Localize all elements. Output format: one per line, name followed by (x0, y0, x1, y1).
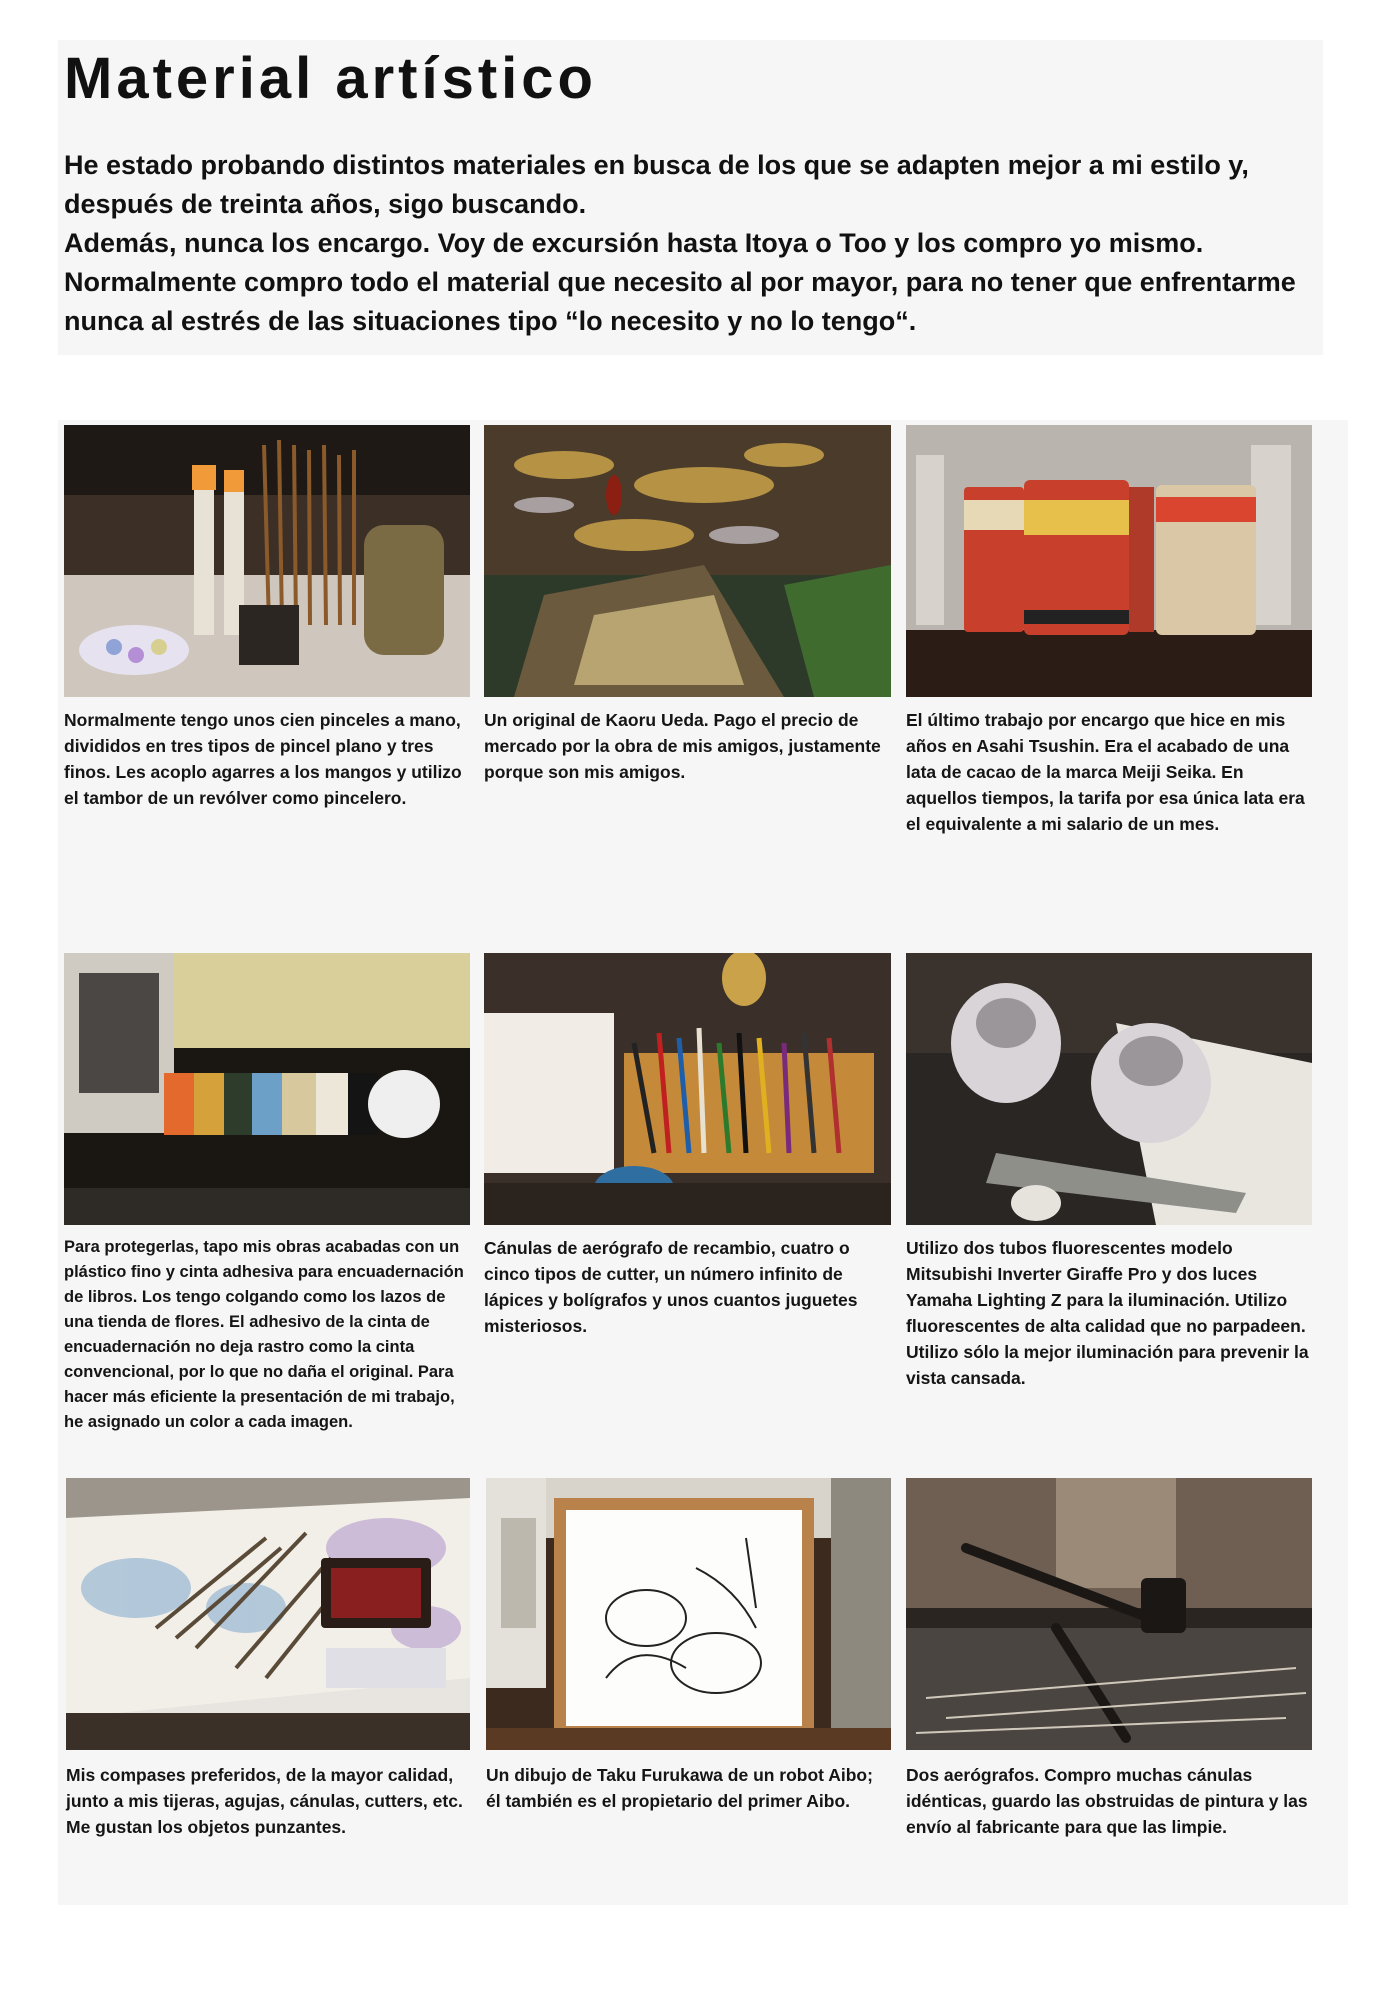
photo-airbrushes (906, 1478, 1312, 1750)
photo-caption: Cánulas de aerógrafo de recambio, cuatro o cinco tipos de cutter, un número infinito de lápices y bolígrafos y unos cuantos juguetes misteriosos. (484, 1238, 858, 1336)
intro-paragraph: He estado probando distintos materiales en busca de los que se adapten mejor a mi estilo y, después de treinta años, sigo buscando. (64, 150, 1249, 219)
intro-text (64, 146, 1314, 341)
photo-kaoru-ueda-original (484, 425, 891, 697)
page-title: Material artístico (64, 46, 597, 111)
photo-caption: Mis compases preferidos, de la mayor calidad, junto a mis tijeras, agujas, cánulas, cutters, etc. Me gustan los objetos punzantes. (66, 1765, 463, 1837)
photo-aibo-drawing (486, 1478, 891, 1750)
photo-caption: El último trabajo por encargo que hice en mis años en Asahi Tsushin. Era el acabado de una lata de cacao de la marca Meiji Seika. En aquellos tiempos, la tarifa por esa única lata era el equivalente a mi salario de un mes. (906, 710, 1305, 834)
photo-caption: Dos aerógrafos. Compro muchas cánulas idénticas, guardo las obstruidas de pintura y las envío al fabricante para que las limpie. (906, 1765, 1308, 1837)
photo-cocoa-cans (906, 425, 1312, 697)
photo-caption: Utilizo dos tubos fluorescentes modelo Mitsubishi Inverter Giraffe Pro y dos luces Yamaha Lighting Z para la iluminación. Utilizo fluorescentes de alta calidad que no parpadeen. Utilizo sólo la mejor iluminación para prevenir la vista cansada. (906, 1238, 1309, 1388)
photo-tape-rolls (64, 953, 470, 1225)
photo-caption: Un original de Kaoru Ueda. Pago el precio de mercado por la obra de mis amigos, justamente porque son mis amigos. (484, 710, 881, 782)
photo-lamps (906, 953, 1312, 1225)
photo-caption: Normalmente tengo unos cien pinceles a mano, divididos en tres tipos de pincel plano y tres finos. Les acoplo agarres a los mangos y utilizo el tambor de un revólver como pincelero. (64, 710, 462, 808)
photo-brushes (64, 425, 470, 697)
photo-caption: Un dibujo de Taku Furukawa de un robot Aibo; él también es el propietario del primer Aibo. (486, 1765, 873, 1811)
photo-pens-and-cutters (484, 953, 891, 1225)
photo-compasses (66, 1478, 470, 1750)
photo-caption: Para protegerlas, tapo mis obras acabadas con un plástico fino y cinta adhesiva para encuadernación de libros. Los tengo colgando como los lazos de una tienda de flores. El adhesivo de la cinta de encuadernación no deja rastro como la cinta convencional, por lo que no daña el original. Para hacer más eficiente la presentación de mi trabajo, he asignado un color a cada imagen. (64, 1238, 464, 1431)
intro-paragraph: Además, nunca los encargo. Voy de excursión hasta Itoya o Too y los compro yo mismo. Normalmente compro todo el material que necesito al por mayor, para no tener que enfrentarme nunca al estrés de las situaciones tipo “lo necesito y no lo tengo“. (64, 228, 1296, 336)
